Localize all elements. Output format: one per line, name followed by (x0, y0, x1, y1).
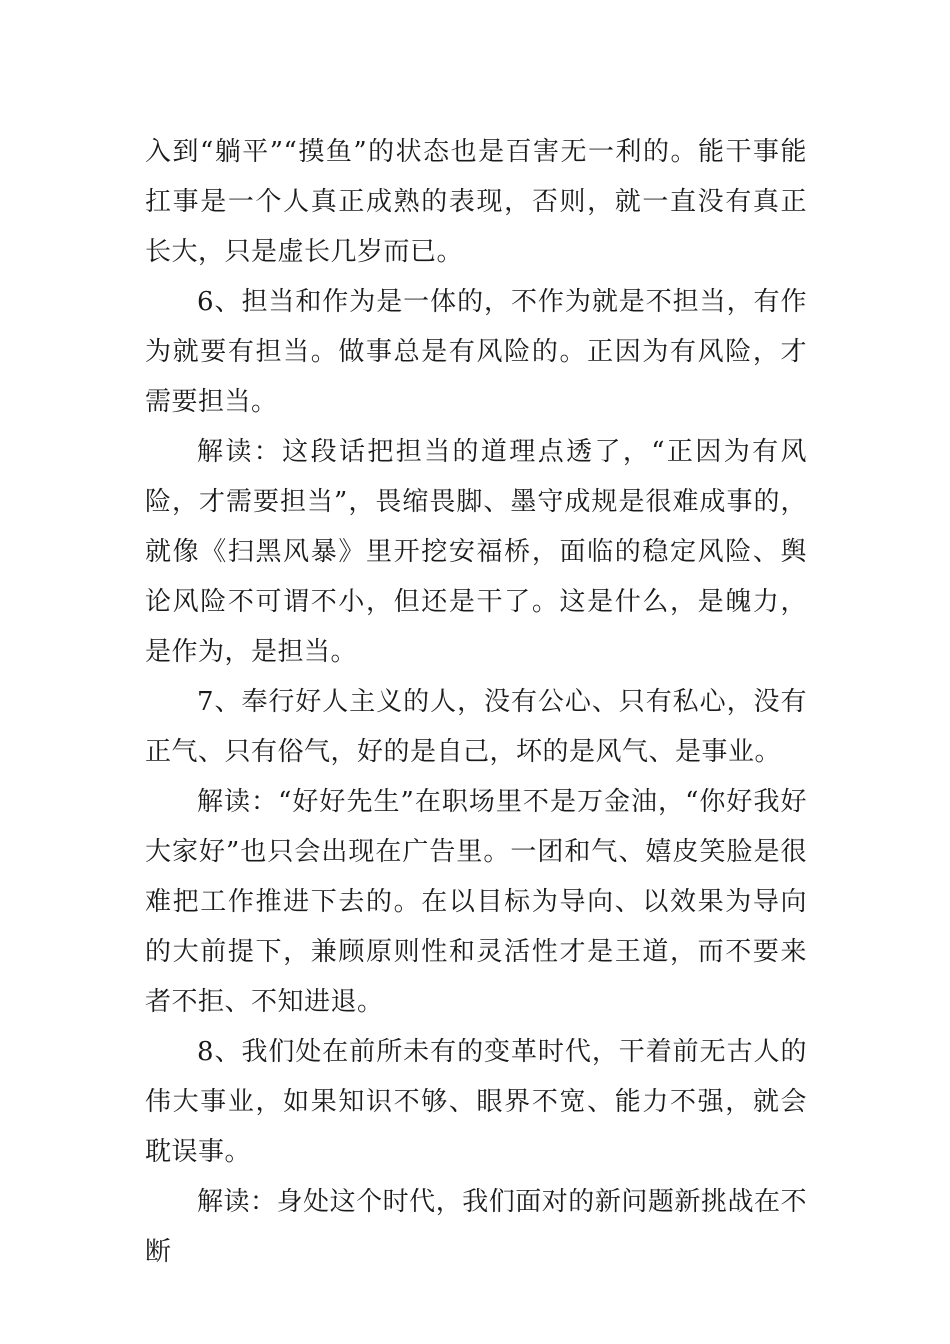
paragraph-point-6: 6、担当和作为是一体的，不作为就是不担当，有作为就要有担当。做事总是有风险的。正因为有风险，才需要担当。 (145, 287, 807, 417)
document-body (145, 127, 807, 1277)
paragraph-point-7: 7、奉行好人主义的人，没有公心、只有私心，没有正气、只有俗气，好的是自己，坏的是风气、是事业。 (145, 687, 807, 767)
paragraph-point-8: 8、我们处在前所未有的变革时代，干着前无古人的伟大事业，如果知识不够、眼界不宽、能力不强，就会耽误事。 (145, 1037, 807, 1167)
paragraph-interpretation-6: 解读：这段话把担当的道理点透了，“正因为有风险，才需要担当”，畏缩畏脚、墨守成规是很难成事的，就像《扫黑风暴》里开挖安福桥，面临的稳定风险、舆论风险不可谓不小，但还是干了。这是什么，是魄力，是作为，是担当。 (145, 437, 807, 667)
paragraph-interpretation-8: 解读：身处这个时代，我们面对的新问题新挑战在不断 (145, 1187, 807, 1267)
paragraph-continuation: 入到“躺平”“摸鱼”的状态也是百害无一利的。能干事能扛事是一个人真正成熟的表现，否则，就一直没有真正长大，只是虚长几岁而已。 (145, 137, 807, 267)
paragraph-interpretation-7: 解读：“好好先生”在职场里不是万金油，“你好我好大家好”也只会出现在广告里。一团和气、嬉皮笑脸是很难把工作推进下去的。在以目标为导向、以效果为导向的大前提下，兼顾原则性和灵活性才是王道，而不要来者不拒、不知进退。 (145, 787, 807, 1017)
